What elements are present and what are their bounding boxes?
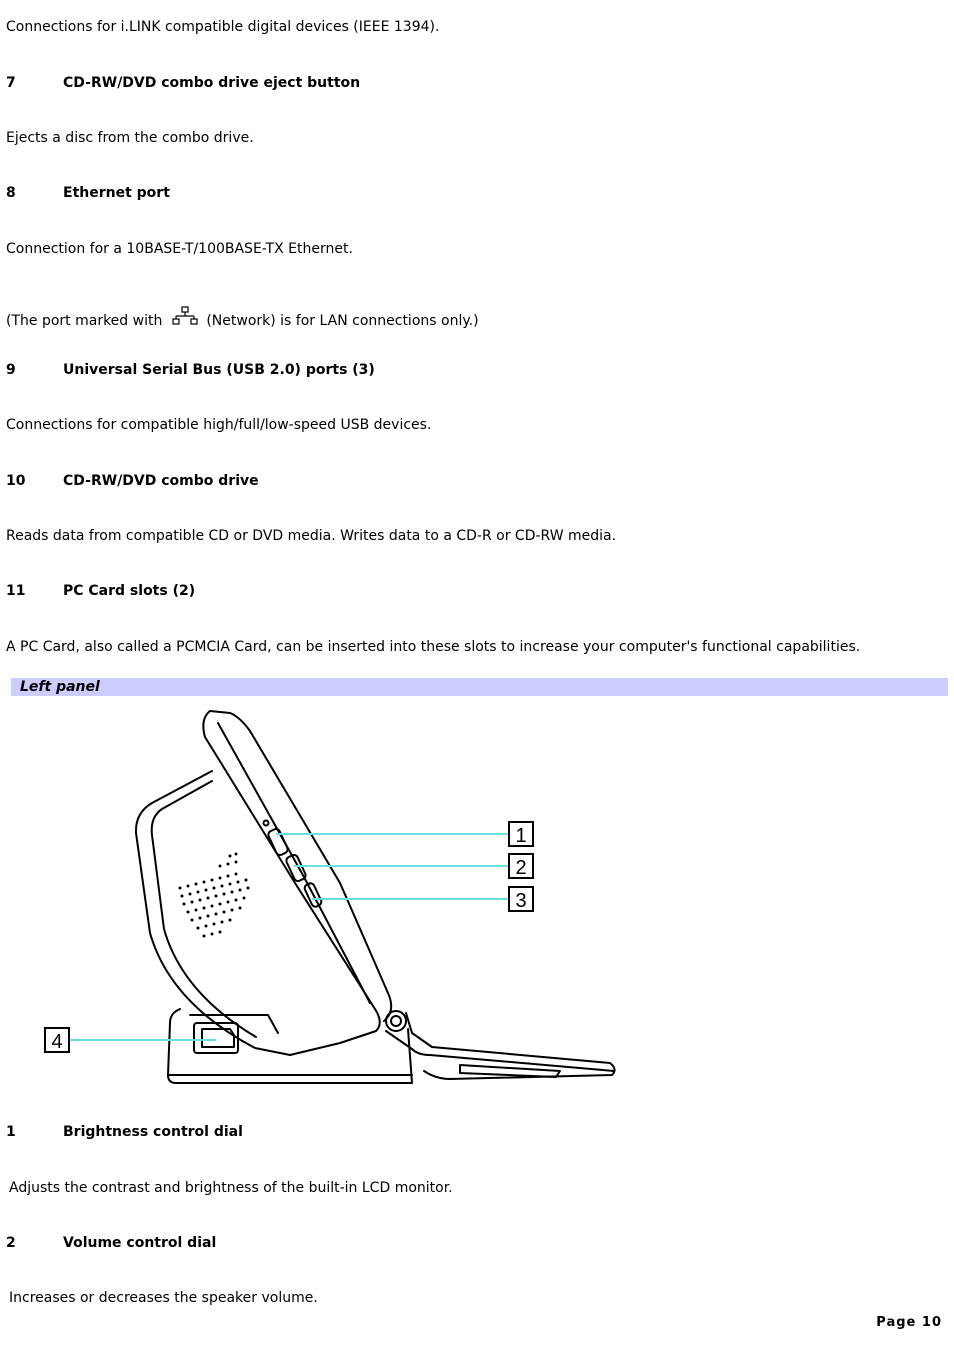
section-title: Left panel	[20, 679, 100, 695]
item-description: Adjusts the contrast and brightness of the built-in LCD monitor.	[9, 1180, 453, 1196]
callout-4: 4	[51, 1031, 63, 1053]
network-icon	[172, 306, 198, 333]
item-heading: Ethernet port	[63, 185, 170, 201]
item-number: 8	[6, 185, 16, 201]
item-number: 9	[6, 362, 16, 378]
callout-1: 1	[515, 825, 527, 847]
callout-2: 2	[515, 857, 527, 879]
ethernet-note	[6, 306, 479, 333]
page-number: Page 10	[876, 1315, 942, 1330]
item-description: Increases or decreases the speaker volume.	[9, 1290, 318, 1306]
item-heading: CD-RW/DVD combo drive eject button	[63, 75, 361, 91]
intro-text: Connections for i.LINK compatible digital devices (IEEE 1394).	[6, 19, 440, 35]
item-number: 1	[6, 1124, 16, 1140]
item-description: Ejects a disc from the combo drive.	[6, 130, 254, 146]
item-heading: PC Card slots (2)	[63, 583, 196, 599]
item-heading: Universal Serial Bus (USB 2.0) ports (3)	[63, 362, 375, 378]
item-number: 10	[6, 473, 26, 489]
item-description: Connection for a 10BASE-T/100BASE-TX Ethernet.	[6, 241, 353, 257]
item-heading: Brightness control dial	[63, 1124, 243, 1140]
ethernet-note-before: (The port marked with	[6, 313, 163, 329]
item-number: 11	[6, 583, 26, 599]
item-description: A PC Card, also called a PCMCIA Card, can be inserted into these slots to increase your computer's functional capabilities.	[6, 639, 861, 655]
left-panel-illustration	[40, 703, 620, 1095]
item-description: Connections for compatible high/full/low-speed USB devices.	[6, 417, 432, 433]
item-number: 7	[6, 75, 16, 91]
item-number: 2	[6, 1235, 16, 1251]
item-heading: Volume control dial	[63, 1235, 217, 1251]
item-heading: CD-RW/DVD combo drive	[63, 473, 259, 489]
ethernet-note-after: (Network) is for LAN connections only.)	[206, 313, 479, 329]
callout-3: 3	[515, 890, 527, 912]
item-description: Reads data from compatible CD or DVD media. Writes data to a CD-R or CD-RW media.	[6, 528, 617, 544]
section-header-bar	[11, 678, 948, 696]
